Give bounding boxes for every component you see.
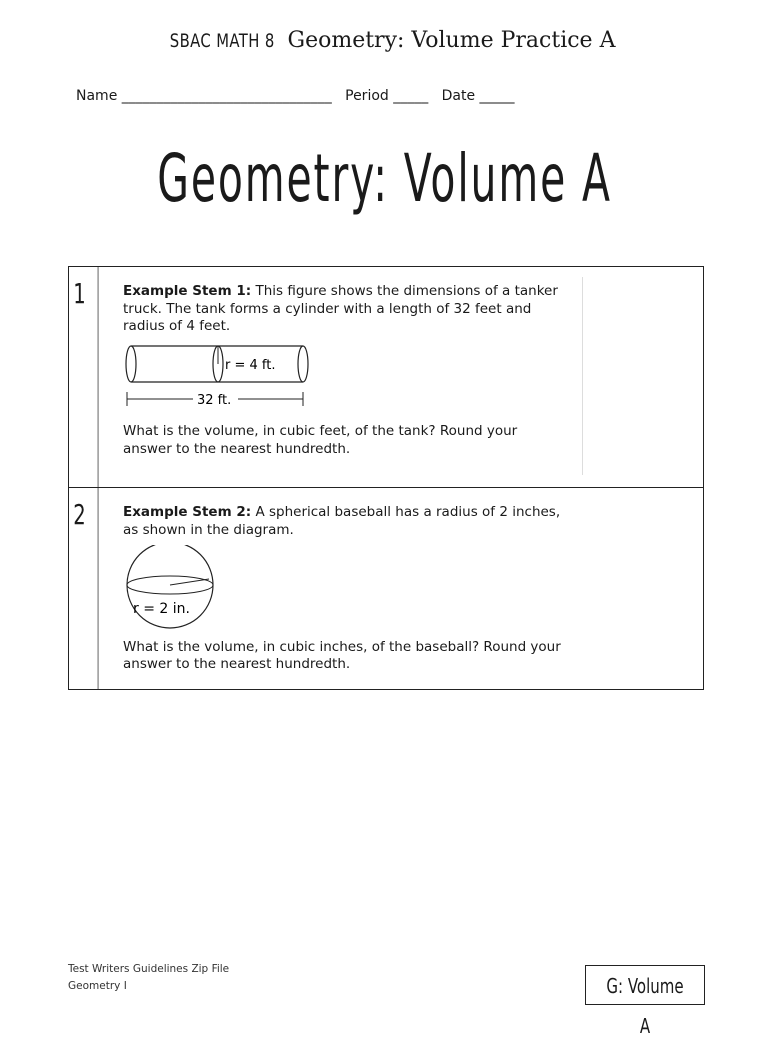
cylinder-diagram: [123, 344, 323, 410]
worksheet-title: Geometry: Volume Practice A: [287, 28, 616, 53]
cylinder-length-label: 32 ft.: [197, 392, 232, 408]
question-prompt: What is the volume, in cubic feet, of the tank? Round your answer to the nearest hundredth.: [123, 423, 518, 457]
sphere-radius-label: r = 2 in.: [133, 601, 190, 617]
series-label: SBAC MATH 8: [169, 30, 275, 52]
stem-label: Example Stem 2:: [123, 504, 252, 520]
footer-line-1: Test Writers Guidelines Zip File: [68, 963, 230, 975]
question-number: 1: [69, 267, 98, 487]
question-row: [69, 488, 703, 689]
period-field-label: Period _____: [345, 88, 429, 104]
cylinder-figure: [123, 344, 691, 416]
question-number: 2: [69, 488, 98, 689]
footer-line-2: Geometry I: [68, 980, 127, 992]
question-body: [111, 488, 703, 689]
main-title: Geometry: Volume A: [157, 140, 613, 217]
name-field-label: Name ______________________________: [76, 88, 332, 104]
stem-label: Example Stem 1:: [123, 283, 252, 299]
name-period-date-row: [76, 88, 515, 104]
sphere-diagram: [123, 545, 219, 629]
footer-source: [68, 961, 229, 995]
date-field-label: Date _____: [441, 88, 515, 104]
sphere-figure: [123, 545, 691, 635]
question-body: [111, 267, 703, 487]
footer-tag: G: Volume A: [585, 965, 705, 1005]
question-row: [69, 267, 703, 488]
question-stem: [123, 504, 573, 539]
cylinder-radius-label: r = 4 ft.: [225, 357, 276, 373]
column-divider: [582, 277, 583, 475]
stem-text: A spherical baseball has a radius of 2 inches, as shown in the diagram.: [123, 504, 561, 538]
question-stem: [123, 283, 563, 336]
question-prompt: What is the volume, in cubic inches, of the baseball? Round your answer to the nearest hundredth.: [123, 638, 561, 672]
stem-text: This figure shows the dimensions of a tanker truck. The tank forms a cylinder with a length of 32 feet and radius of 4 feet.: [123, 283, 558, 334]
page-header: [0, 28, 770, 53]
questions-table: [68, 266, 704, 690]
